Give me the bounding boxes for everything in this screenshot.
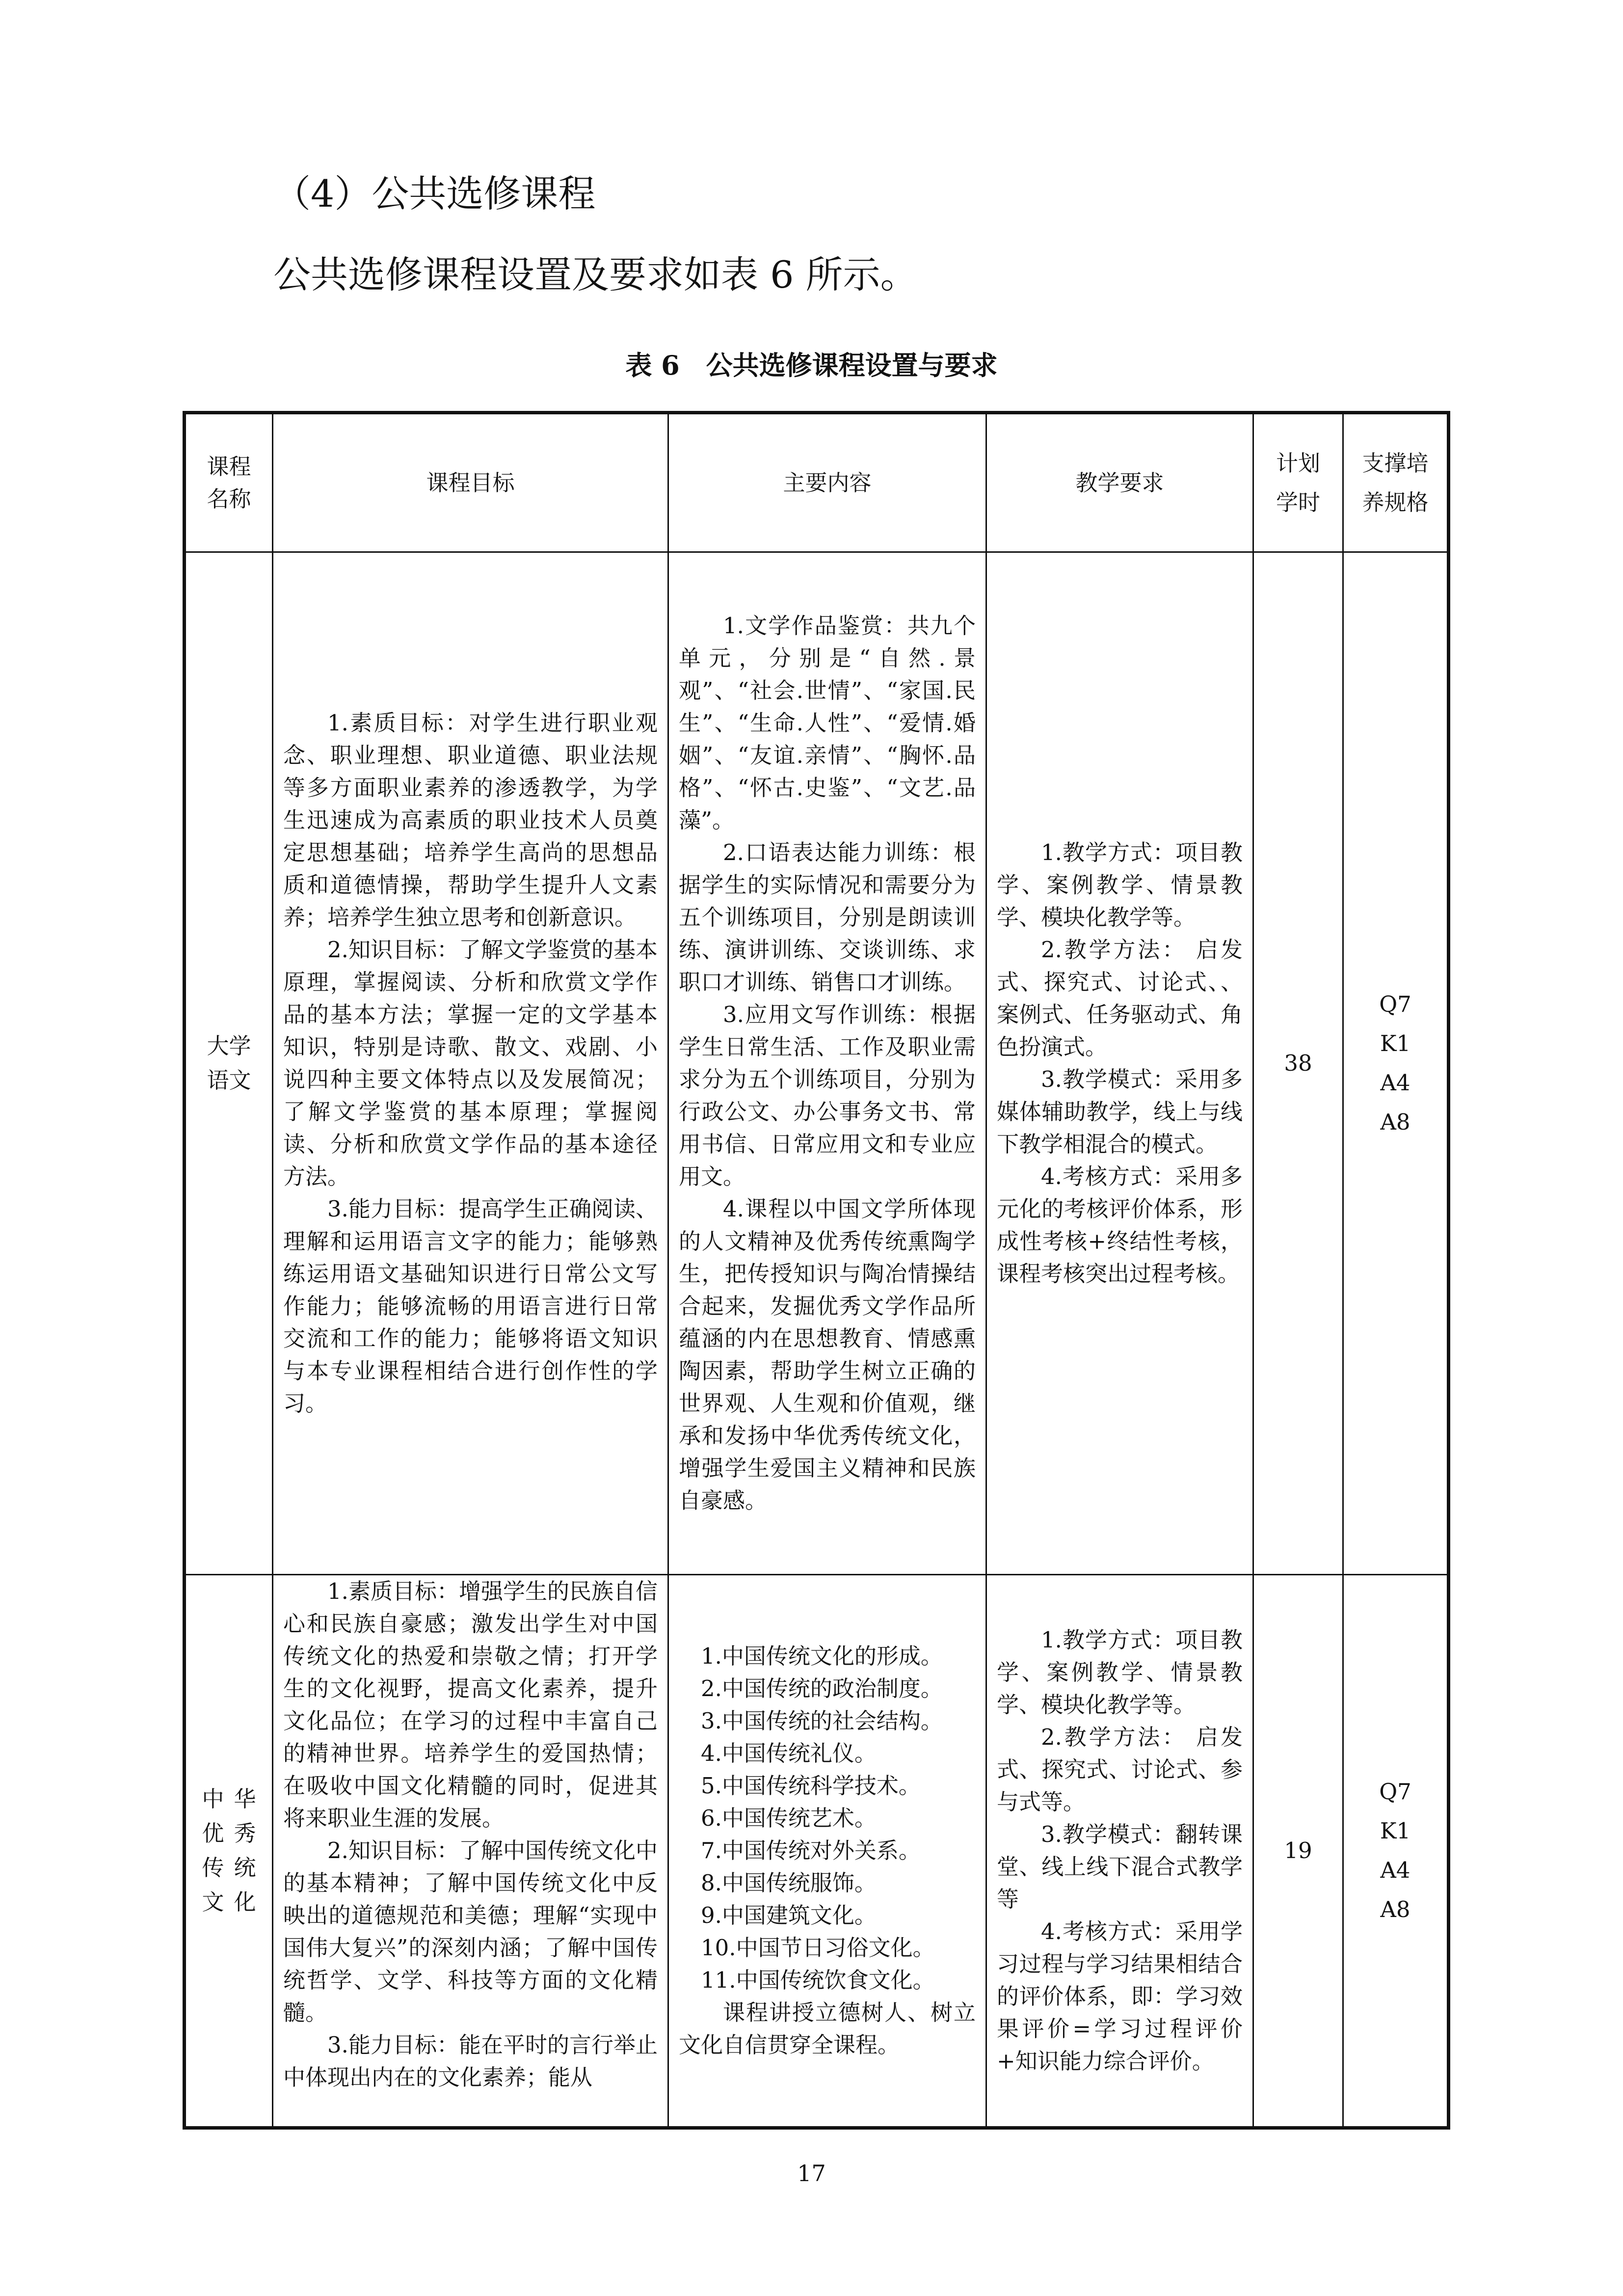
course-name-line: 文化 [202, 1889, 256, 1915]
table-caption: 表 6 公共选修课程设置与要求 [625, 350, 998, 381]
intro-paragraph: 公共选修课程设置及要求如表 6 所示。 [273, 253, 918, 297]
header-course-goal: 课程目标 [273, 413, 668, 552]
header-course-name [185, 413, 273, 552]
req-paragraph: 1.教学方式：项目教学、案例教学、情景教学、模块化教学等。 [997, 839, 1243, 930]
spec-code: A4 [1380, 1857, 1410, 1883]
spec-code: A8 [1380, 1109, 1410, 1135]
content-item: 6.中国传统艺术。 [701, 1805, 877, 1831]
header-hours-line1: 计划 [1276, 450, 1320, 476]
header-hours-line2: 学时 [1276, 489, 1320, 515]
content-item: 10.中国节日习俗文化。 [701, 1935, 935, 1961]
header-course-name-line1: 课程 [207, 453, 251, 480]
content-paragraph: 4.课程以中国文学所体现的人文精神及优秀传统熏陶学生，把传授知识与陶冶情操结合起来，发掘优秀文学作品所蕴涵的内在思想教育、情感熏陶因素，帮助学生树立正确的世界观、人生观和价值观，继承和发扬中华优秀传统文化，增强学生爱国主义精神和民族自豪感。 [679, 1196, 976, 1513]
course-goal-cell [273, 552, 668, 1575]
course-table [183, 411, 1450, 2130]
teaching-req-cell [986, 1575, 1253, 2128]
course-name-line: 中华 [202, 1786, 256, 1812]
req-paragraph: 1.教学方式：项目教学、案例教学、情景教学、模块化教学等。 [997, 1627, 1243, 1718]
spec-code: Q7 [1379, 991, 1411, 1017]
content-paragraph: 3.应用文写作训练：根据学生日常生活、工作及职业需求分为五个训练项目，分别为行政公文、办公事务文书、常用书信、日常应用文和专业应用文。 [679, 1001, 976, 1189]
spec-code: K1 [1380, 1030, 1411, 1056]
header-spec-line1: 支撑培 [1362, 450, 1429, 476]
teaching-req-cell [986, 552, 1253, 1575]
header-planned-hours [1253, 413, 1343, 552]
goal-paragraph: 3.能力目标：能在平时的言行举止中体现出内在的文化素养；能从 [283, 2032, 658, 2090]
goal-paragraph: 3.能力目标：提高学生正确阅读、理解和运用语言文字的能力；能够熟练运用语文基础知识进行日常公文写作能力；能够流畅的用语言进行日常交流和工作的能力；能够将语文知识与本专业课程相结合进行创作性的学习。 [283, 1196, 658, 1416]
header-support-spec [1343, 413, 1449, 552]
content-item: 9.中国建筑文化。 [701, 1902, 877, 1928]
course-name-cell [185, 552, 273, 1575]
req-paragraph: 4.考核方式：采用学习过程与学习结果相结合的评价体系，即：学习效果评价=学习过程评价+知识能力综合评价。 [997, 1918, 1243, 2074]
header-course-name-line2: 名称 [207, 486, 251, 512]
content-paragraph: 2.口语表达能力训练：根据学生的实际情况和需要分为五个训练项目，分别是朗读训练、演讲训练、交谈训练、求职口才训练、销售口才训练。 [679, 839, 976, 995]
course-name-line: 传统 [202, 1855, 256, 1881]
course-name-cell [185, 1575, 273, 2128]
content-item: 7.中国传统对外关系。 [701, 1837, 921, 1864]
table-row [185, 552, 1449, 1575]
req-paragraph: 2.教学方法： 启发式、探究式、讨论式、参与式等。 [997, 1724, 1243, 1815]
course-name-line: 大学 [207, 1033, 251, 1059]
course-name-line: 语文 [207, 1067, 251, 1093]
header-teaching-req: 教学要求 [986, 413, 1253, 552]
content-paragraph: 1.文学作品鉴赏：共九个单元，分别是“自然.景观”、“社会.世情”、“家国.民生”、“生命.人性”、“爱情.婚姻”、“友谊.亲情”、“胸怀.品格”、“怀古.史鉴”、“文艺.品藻”。 [679, 613, 976, 833]
header-spec-line2: 养规格 [1362, 489, 1429, 515]
page-number: 17 [797, 2160, 826, 2187]
spec-code: A8 [1380, 1896, 1410, 1922]
table-header-row [185, 413, 1449, 552]
support-spec-cell [1343, 1575, 1449, 2128]
section-heading: （4）公共选修课程 [273, 172, 596, 216]
content-item: 5.中国传统科学技术。 [701, 1773, 921, 1799]
planned-hours-cell: 19 [1253, 1575, 1343, 2128]
req-paragraph: 3.教学模式：采用多媒体辅助教学，线上与线下教学相混合的模式。 [997, 1066, 1243, 1157]
content-item: 8.中国传统服饰。 [701, 1870, 877, 1896]
content-paragraph: 课程讲授立德树人、树立文化自信贯穿全课程。 [679, 1999, 976, 2058]
req-paragraph: 2.教学方法： 启发式、探究式、讨论式、、案例式、任务驱动式、角色扮演式。 [997, 937, 1243, 1060]
spec-code: A4 [1380, 1070, 1410, 1096]
content-item: 11.中国传统饮食文化。 [701, 1967, 935, 1993]
course-goal-cell [273, 1575, 668, 2128]
planned-hours-cell: 38 [1253, 552, 1343, 1575]
content-item: 3.中国传统的社会结构。 [701, 1708, 943, 1734]
goal-paragraph: 2.知识目标：了解文学鉴赏的基本原理，掌握阅读、分析和欣赏文学作品的基本方法；掌握一定的文学基本知识，特别是诗歌、散文、戏剧、小说四种主要文体特点以及发展简况；了解文学鉴赏的基本原理；掌握阅读、分析和欣赏文学作品的基本途径方法。 [283, 937, 658, 1189]
main-content-cell [668, 552, 986, 1575]
main-content-cell [668, 1575, 986, 2128]
content-item: 2.中国传统的政治制度。 [701, 1675, 943, 1702]
header-main-content: 主要内容 [668, 413, 986, 552]
goal-paragraph: 1.素质目标：对学生进行职业观念、职业理想、职业道德、职业法规等多方面职业素养的渗透教学，为学生迅速成为高素质的职业技术人员奠定思想基础；培养学生高尚的思想品质和道德情操，帮助学生提升人文素养；培养学生独立思考和创新意识。 [283, 710, 658, 930]
spec-code: K1 [1380, 1818, 1411, 1844]
goal-paragraph: 2.知识目标：了解中国传统文化中的基本精神；了解中国传统文化中反映出的道德规范和美德；理解“实现中国伟大复兴”的深刻内涵；了解中国传统哲学、文学、科技等方面的文化精髓。 [283, 1837, 658, 2026]
course-name-line: 优秀 [202, 1820, 256, 1846]
goal-paragraph: 1.素质目标：增强学生的民族自信心和民族自豪感；激发出学生对中国传统文化的热爱和崇敬之情；打开学生的文化视野，提高文化素养，提升文化品位；在学习的过程中丰富自己的精神世界。培养学生的爱国热情；在吸收中国文化精髓的同时，促进其将来职业生涯的发展。 [283, 1578, 658, 1831]
content-item: 4.中国传统礼仪。 [701, 1740, 877, 1766]
req-paragraph: 3.教学模式：翻转课堂、线上线下混合式教学等 [997, 1821, 1243, 1912]
req-paragraph: 4.考核方式：采用多元化的考核评价体系，形成性考核+终结性考核，课程考核突出过程考核。 [997, 1163, 1243, 1287]
table-row [185, 1575, 1449, 2128]
spec-code: Q7 [1379, 1779, 1411, 1805]
content-item: 1.中国传统文化的形成。 [701, 1643, 943, 1669]
support-spec-cell [1343, 552, 1449, 1575]
